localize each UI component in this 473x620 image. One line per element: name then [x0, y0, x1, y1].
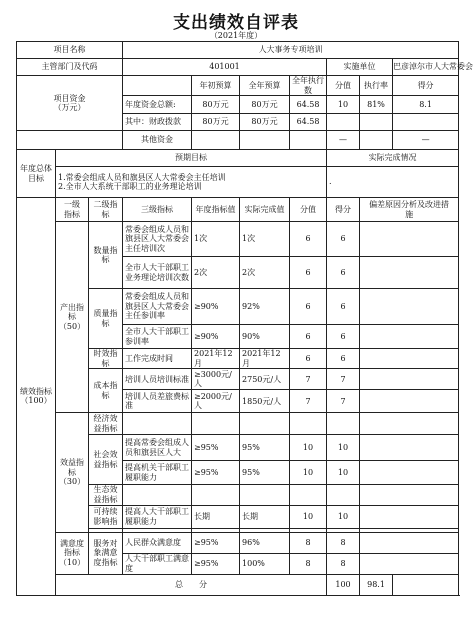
indicator-weight: 10: [290, 461, 327, 485]
indicator-score: 10: [327, 435, 360, 461]
impl-unit-value: 巴彦淖尔市人大常委会: [393, 59, 459, 76]
funds-header-blank: [123, 76, 192, 96]
social-label: 社会效 益指标: [89, 435, 123, 485]
indicator-target: 2021年12月: [192, 349, 240, 369]
indicator-weight: 10: [290, 435, 327, 461]
funds-other-weight: —: [327, 131, 360, 150]
indicator-actual: 96%: [240, 532, 290, 553]
funds-label: 项目资金 （万元）: [17, 76, 123, 131]
indicator-name: 人大干部职工满意度: [123, 553, 192, 574]
funds-header-score: 得分: [393, 76, 459, 96]
indicator-score: 6: [327, 222, 360, 257]
goals-expected-header: 预期目标: [56, 150, 327, 167]
indicator-weight: 8: [290, 532, 327, 553]
funds-total-label: 年度资金总额:: [123, 96, 192, 114]
ind-header-level2: 二级指 标: [89, 198, 123, 222]
indicator-name: 提高机关干部职工履职能力: [123, 461, 192, 485]
indicator-actual: 90%: [240, 325, 290, 349]
indicator-name: 培训人员差旅费标准: [123, 390, 192, 413]
satisfaction-label: 满意度 指标 （10）: [56, 532, 89, 574]
indicator-actual: 2021年12月: [240, 349, 290, 369]
indicator-weight: 8: [290, 553, 327, 574]
funds-other-score: —: [393, 131, 459, 150]
indicator-target: ≥90%: [192, 289, 240, 325]
page-title: 支出绩效自评表: [173, 13, 299, 33]
indicator-actual: 100%: [240, 553, 290, 574]
quality-label: 质量指 标: [89, 289, 123, 349]
page-subtitle: （2021年度）: [209, 31, 263, 40]
funds-total-executed: 64.58: [290, 96, 327, 114]
indicator-name: 全市人大干部职工参训率: [123, 325, 192, 349]
indicator-actual: 1次: [240, 222, 290, 257]
indicator-score: 6: [327, 325, 360, 349]
ind-header-weight: 分值: [290, 198, 327, 222]
funds-header-weight: 分值: [327, 76, 360, 96]
ecological-label: 生态效 益指标: [89, 485, 123, 505]
funds-fiscal-initial: 80万元: [192, 114, 240, 131]
indicator-actual: 92%: [240, 289, 290, 325]
indicator-name: 提高人大干部职工履职能力: [123, 505, 192, 528]
funds-header-rate: 执行率: [360, 76, 393, 96]
indicator-weight: 7: [290, 369, 327, 390]
indicator-actual: 2750元/人: [240, 369, 290, 390]
indicator-weight: 6: [290, 289, 327, 325]
indicator-name: 人民群众满意度: [123, 532, 192, 553]
funds-header-annual: 全年预算: [240, 76, 290, 96]
total-score: 98.1: [360, 574, 393, 595]
indicator-score: 8: [327, 532, 360, 553]
funds-fiscal-executed: 64.58: [290, 114, 327, 131]
indicator-score: 6: [327, 289, 360, 325]
funds-total-annual: 80万元: [240, 96, 290, 114]
indicator-target: ≥95%: [192, 532, 240, 553]
funds-total-score: 8.1: [393, 96, 459, 114]
indicator-weight: 7: [290, 390, 327, 413]
performance-table: [16, 41, 473, 596]
indicator-weight: 6: [290, 222, 327, 257]
ind-header-target: 年度指标值: [192, 198, 240, 222]
indicator-name: 工作完成时间: [123, 349, 192, 369]
indicator-weight: 6: [290, 257, 327, 289]
indicator-score: 8: [327, 553, 360, 574]
sustainable-label: 可持续 影响指: [89, 505, 123, 528]
indicator-actual: 2次: [240, 257, 290, 289]
output-label: 产出指 标 （50）: [56, 222, 89, 413]
indicator-target: ≥95%: [192, 461, 240, 485]
ind-header-level1: 一级 指标: [56, 198, 89, 222]
indicator-name: 提高常委会组成人员和旗县区人大: [123, 435, 192, 461]
funds-header-executed: 全年执行 数: [290, 76, 327, 96]
goals-expected-text: 1.常委会组成人员和旗县区人大常委会主任培训 2.全市人大系统干部职工的业务理论培训: [56, 167, 327, 198]
funds-header-initial: 年初预算: [192, 76, 240, 96]
dept-code: 401001: [123, 59, 327, 76]
indicator-score: 6: [327, 257, 360, 289]
service-satisfaction-label: 服务对 象满意 度指标: [89, 532, 123, 574]
indicator-target: ≥90%: [192, 325, 240, 349]
funds-other-label: 其他资金: [123, 131, 192, 150]
indicator-actual: 95%: [240, 461, 290, 485]
funds-fiscal-label: 其中：财政拨款: [123, 114, 192, 131]
funds-fiscal-annual: 80万元: [240, 114, 290, 131]
benefit-label: 效益指 标 （30）: [56, 413, 89, 532]
indicator-name: 培训人员培训标准: [123, 369, 192, 390]
indicator-target: ≥95%: [192, 553, 240, 574]
funds-total-rate: 81%: [360, 96, 393, 114]
funds-total-weight: 10: [327, 96, 360, 114]
ind-header-level3: 三级指标: [123, 198, 192, 222]
indicator-actual: 95%: [240, 435, 290, 461]
goals-actual-text: .: [327, 167, 459, 198]
indicator-target: 2次: [192, 257, 240, 289]
funds-total-initial: 80万元: [192, 96, 240, 114]
indicator-target: ≥2000元/人: [192, 390, 240, 413]
indicator-actual: 长期: [240, 505, 290, 528]
indicator-target: 1次: [192, 222, 240, 257]
indicator-score: 6: [327, 349, 360, 369]
ind-header-actual: 实际完成值: [240, 198, 290, 222]
project-name-value: 人大事务专项培训: [123, 42, 459, 59]
ind-header-deviation: 偏差原因分析及改进措 施: [360, 198, 459, 222]
indicator-target: ≥3000元/人: [192, 369, 240, 390]
goals-label: 年度总体 目标: [17, 150, 56, 198]
indicator-score: 10: [327, 461, 360, 485]
indicator-name: 全市人大干部职工业务理论培训次数: [123, 257, 192, 289]
indicator-target: ≥95%: [192, 435, 240, 461]
dept-label: 主管部门及代码: [17, 59, 123, 76]
indicator-score: 7: [327, 369, 360, 390]
quantity-label: 数量指 标: [89, 222, 123, 289]
indicator-score: 10: [327, 505, 360, 528]
indicator-weight: 6: [290, 349, 327, 369]
economic-label: 经济效 益指标: [89, 413, 123, 435]
total-label: 总 分: [56, 574, 327, 595]
impl-unit-label: 实施单位: [327, 59, 393, 76]
indicator-target: 长期: [192, 505, 240, 528]
project-name-label: 项目名称: [17, 42, 123, 59]
indicator-weight: 10: [290, 505, 327, 528]
indicator-weight: 6: [290, 325, 327, 349]
cost-label: 成本指 标: [89, 369, 123, 413]
indicator-actual: 1850元/人: [240, 390, 290, 413]
ind-header-score: 得分: [327, 198, 360, 222]
goals-actual-header: 实际完成情况: [327, 150, 459, 167]
total-weight: 100: [327, 574, 360, 595]
indicators-label: 绩效指标 （100）: [17, 198, 56, 595]
indicator-score: 7: [327, 390, 360, 413]
indicator-name: 常委会组成人员和旗县区人大常委会主任培训次: [123, 222, 192, 257]
timeliness-label: 时效指 标: [89, 349, 123, 369]
indicator-name: 常委会组成人员和旗县区人大常委会主任参训率: [123, 289, 192, 325]
